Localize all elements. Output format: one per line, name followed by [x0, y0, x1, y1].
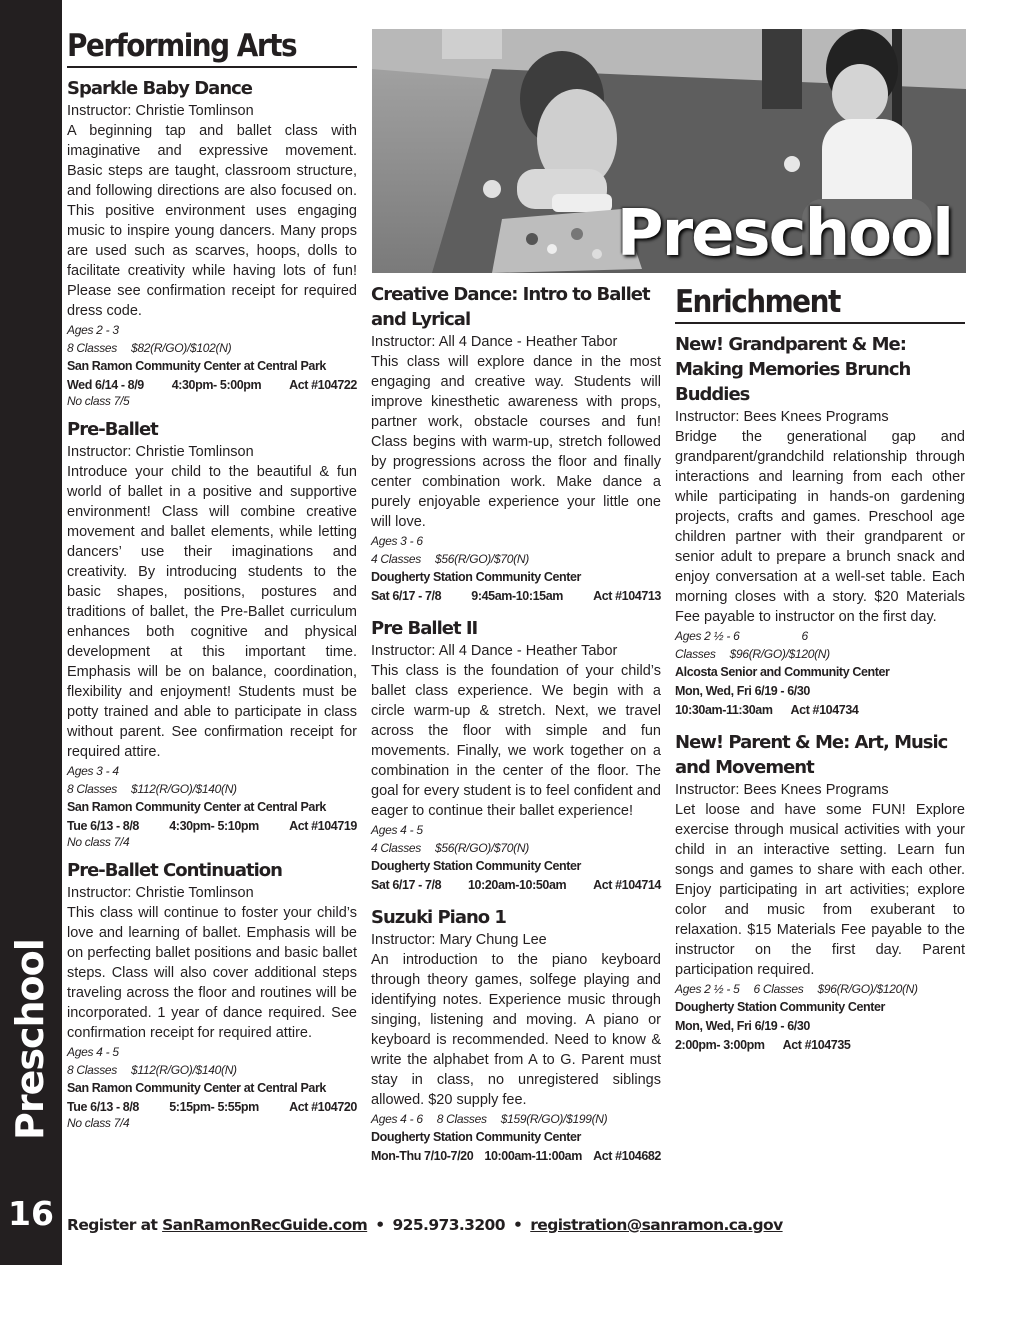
section-title-performing-arts: Performing Arts: [67, 26, 357, 68]
class-fees: [67, 339, 357, 357]
class-location: Dougherty Station Community Center: [371, 570, 582, 584]
class-days: Mon, Wed, Fri 6/19 - 6/30: [675, 684, 810, 698]
class-title: Suzuki Piano 1: [371, 907, 506, 928]
class-activity-number: Act #104713: [593, 589, 661, 603]
class-time: 2:00pm- 3:00pm: [675, 1038, 765, 1052]
class-fee: $56(R/GO)/$70(N): [435, 552, 529, 566]
class-count: 8 Classes: [67, 782, 117, 796]
class-fee: $96(R/GO)/$120(N): [729, 647, 830, 661]
footer-bullet: •: [375, 1216, 385, 1234]
class-time: 10:30am-11:30am: [675, 703, 773, 717]
class-count: 8 Classes: [67, 341, 117, 355]
class-ages: Ages 3 - 4: [67, 764, 119, 778]
page-number: 16: [8, 1194, 54, 1233]
class-ages: Ages 4 - 5: [67, 1045, 119, 1059]
class-time: 9:45am-10:15am: [471, 589, 563, 603]
class-suzuki-piano-1: [371, 905, 661, 1166]
class-schedule: [371, 587, 661, 606]
class-ages: Ages 2 ½ - 5: [675, 982, 740, 996]
photo-overlay-title: Preschool: [616, 197, 952, 271]
section-title-enrichment: Enrichment: [675, 282, 965, 324]
footer-register-line: [67, 1216, 783, 1234]
class-fees: [67, 1061, 357, 1079]
class-schedule: [371, 876, 661, 895]
class-description: A beginning tap and ballet class with imaginative and expressive movement. Basic steps are taught, classroom structure, and following directions are also focused on. This positive environment uses engaging music to inspire young dancers. Many props are used such as scarves, hoops, dolls to facilitate creativity while having lots of fun! Please see confirmation receipt for required dress code.: [67, 123, 357, 319]
class-count: 4 Classes: [371, 552, 421, 566]
class-instructor: Instructor: Christie Tomlinson: [67, 103, 254, 119]
class-pre-ballet-ii: [371, 616, 661, 895]
class-count: 6 Classes: [753, 982, 804, 996]
class-days: Sat 6/17 - 7/8: [371, 878, 442, 892]
class-description: Introduce your child to the beautiful & fun world of ballet in a positive and supportive environment! Class will combine creative movement and ballet elements, while letting dancers’ use their imaginations and creativity. By introducing students to the basic shapes, positions, postures and traditions of ballet, the Pre-Ballet curriculum enhances both cognitive and physical development at this important time. Emphasis will be on balance, coordination, flexibility and enjoyment! Students must be potty trained and able to participate in class without parent. See confirmation receipt for required attire.: [67, 464, 357, 760]
class-title: Pre-Ballet: [67, 419, 158, 440]
class-parent-and-me: [675, 730, 965, 1055]
class-instructor: Instructor: All 4 Dance - Heather Tabor: [371, 643, 618, 659]
class-instructor: Instructor: All 4 Dance - Heather Tabor: [371, 334, 618, 350]
class-count: 4 Classes: [371, 841, 421, 855]
class-schedule: [67, 817, 357, 836]
class-fee: $82(R/GO)/$102(N): [131, 341, 232, 355]
class-instructor: Instructor: Bees Knees Programs: [675, 409, 889, 425]
enrichment-column: [675, 282, 965, 1055]
class-grandparent-and-me: [675, 332, 965, 720]
class-activity-number: Act #104714: [593, 878, 661, 892]
class-title: Creative Dance: Intro to Ballet and Lyrical: [371, 284, 650, 330]
class-title: New! Parent & Me: Art, Music and Movement: [675, 732, 948, 778]
class-ages: Ages 2 - 3: [67, 323, 119, 337]
class-schedule: [67, 376, 357, 395]
class-schedule: [371, 1147, 661, 1166]
side-section-label: Preschool: [8, 939, 52, 1140]
class-fee: $112(R/GO)/$140(N): [131, 782, 237, 796]
class-time: 10:20am-10:50am: [468, 878, 567, 892]
class-description: This class is the foundation of your child’s ballet class experience. We begin with a circle warm-up & stretch. Next, we travel across the floor with simple and fun movements. Finally, we work together on a combination in the center of the floor. The goal for every student is to feel confident and eager to continue their ballet experience!: [371, 663, 661, 819]
class-location: Dougherty Station Community Center: [675, 1000, 886, 1014]
class-pre-ballet: [67, 417, 357, 848]
class-note: No class 7/4: [67, 835, 130, 849]
class-activity-number: Act #104734: [790, 703, 859, 717]
class-title: Pre Ballet II: [371, 618, 478, 639]
class-location: Dougherty Station Community Center: [371, 859, 582, 873]
class-activity-number: Act #104719: [289, 819, 357, 833]
class-fee: $96(R/GO)/$120(N): [817, 982, 918, 996]
class-note: No class 7/4: [67, 1116, 130, 1130]
class-count: 6 Classes: [675, 629, 808, 661]
class-fees: [67, 780, 357, 798]
class-location: Alcosta Senior and Community Center: [675, 665, 890, 679]
class-instructor: Instructor: Bees Knees Programs: [675, 782, 889, 798]
class-count: 8 Classes: [436, 1112, 487, 1126]
class-note: No class 7/5: [67, 394, 130, 408]
class-days: Mon, Wed, Fri 6/19 - 6/30: [675, 1019, 810, 1033]
class-count: 8 Classes: [67, 1063, 117, 1077]
class-description: Bridge the generational gap and grandparent/grandchild relationship through interactions and learning from each other while participating in hands-on gardening projects, crafts and games. Preschool age children partner with their grandparent or senior adult to prepare a brunch snack and enjoy conversation at a well-set table. Each morning closes with a story. $20 Materials Fee payable to instructor on the first day.: [675, 429, 965, 625]
class-time: 4:30pm- 5:00pm: [171, 378, 262, 392]
class-days: Tue 6/13 - 8/8: [67, 1100, 139, 1114]
class-activity-number: Act #104735: [782, 1038, 851, 1052]
class-description: Let loose and have some FUN! Explore exercise through musical activities with your child in an interactive setting. Learn fun songs and games to share with each other. Enjoy participating in art activities; explore color and music from exuberant to relaxation. $15 Materials Fee payable to the instructor on the first day. Parent participation required.: [675, 802, 965, 978]
performing-arts-column: [67, 26, 357, 1129]
class-ages: Ages 4 - 5: [371, 823, 423, 837]
class-fees: [371, 1110, 661, 1128]
class-fee: $112(R/GO)/$140(N): [131, 1063, 237, 1077]
footer-bullet: •: [512, 1216, 523, 1234]
preschool-photo: [372, 29, 966, 273]
class-instructor: Instructor: Christie Tomlinson: [67, 885, 254, 901]
class-fee: $159(R/GO)/$199(N): [500, 1112, 608, 1126]
class-pre-ballet-continuation: [67, 858, 357, 1129]
class-fees: [371, 839, 661, 857]
class-ages: Ages 3 - 6: [371, 534, 423, 548]
footer-email-link[interactable]: registration@sanramon.ca.gov: [530, 1216, 783, 1234]
class-schedule: [67, 1098, 357, 1117]
class-days: Wed 6/14 - 8/9: [67, 378, 144, 392]
footer-phone: 925.973.3200: [392, 1216, 505, 1234]
class-instructor: Instructor: Mary Chung Lee: [371, 932, 547, 948]
class-fee: $56(R/GO)/$70(N): [435, 841, 529, 855]
class-description: An introduction to the piano keyboard through theory games, solfege playing and identifying notes. Experience music through singing, listening and moving. A piano or keyboard is recommended. Need to know & write the alphabet from A to G. Parent must stay in class, no unregistered siblings allowed. $20 supply fee.: [371, 952, 661, 1108]
class-ages: Ages 4 - 6: [371, 1112, 423, 1126]
class-schedule: [675, 701, 965, 720]
class-activity-number: Act #104682: [593, 1149, 661, 1163]
class-days: Mon-Thu 7/10-7/20: [371, 1149, 474, 1163]
middle-column: [371, 282, 661, 1166]
class-title: Sparkle Baby Dance: [67, 78, 253, 99]
class-days: Sat 6/17 - 7/8: [371, 589, 442, 603]
class-fees: [371, 550, 661, 568]
class-location: San Ramon Community Center at Central Park: [67, 800, 326, 814]
class-description: This class will explore dance in the most engaging and creative way. Students will improve kinesthetic awareness with props, partner work, obstacle courses and fun! Class begins with warm-up, stretch followed by progressions across the floor and finally center combination work. Make dance a purely enjoyable experience your little one will love.: [371, 354, 661, 530]
class-time: 10:00am-11:00am: [484, 1149, 582, 1163]
class-location: Dougherty Station Community Center: [371, 1130, 582, 1144]
class-ages: Ages 2 ½ - 6: [675, 629, 740, 643]
class-sparkle-baby-dance: [67, 76, 357, 407]
class-activity-number: Act #104720: [289, 1100, 357, 1114]
class-title: New! Grandparent & Me: Making Memories Brunch Buddies: [675, 334, 911, 405]
class-activity-number: Act #104722: [289, 378, 357, 392]
class-creative-dance: [371, 282, 661, 606]
class-description: This class will continue to foster your child’s love and learning of ballet. Emphasis will be on perfecting ballet positions and basic ballet steps. Class will also cover additional steps traveling across the floor and routines will be incorporated. 1 year of dance required. See confirmation receipt for required attire.: [67, 905, 357, 1041]
class-fees: [675, 980, 965, 998]
footer-register-prefix: Register at: [67, 1216, 163, 1234]
footer-website-link[interactable]: SanRamonRecGuide.com: [162, 1216, 368, 1234]
class-days: Tue 6/13 - 8/8: [67, 819, 139, 833]
class-time: 5:15pm- 5:55pm: [169, 1100, 259, 1114]
class-instructor: Instructor: Christie Tomlinson: [67, 444, 254, 460]
class-location: San Ramon Community Center at Central Park: [67, 359, 326, 373]
class-fees: [675, 627, 965, 663]
class-schedule: [675, 1036, 965, 1055]
class-location: San Ramon Community Center at Central Park: [67, 1081, 326, 1095]
class-time: 4:30pm- 5:10pm: [169, 819, 259, 833]
class-title: Pre-Ballet Continuation: [67, 860, 282, 881]
